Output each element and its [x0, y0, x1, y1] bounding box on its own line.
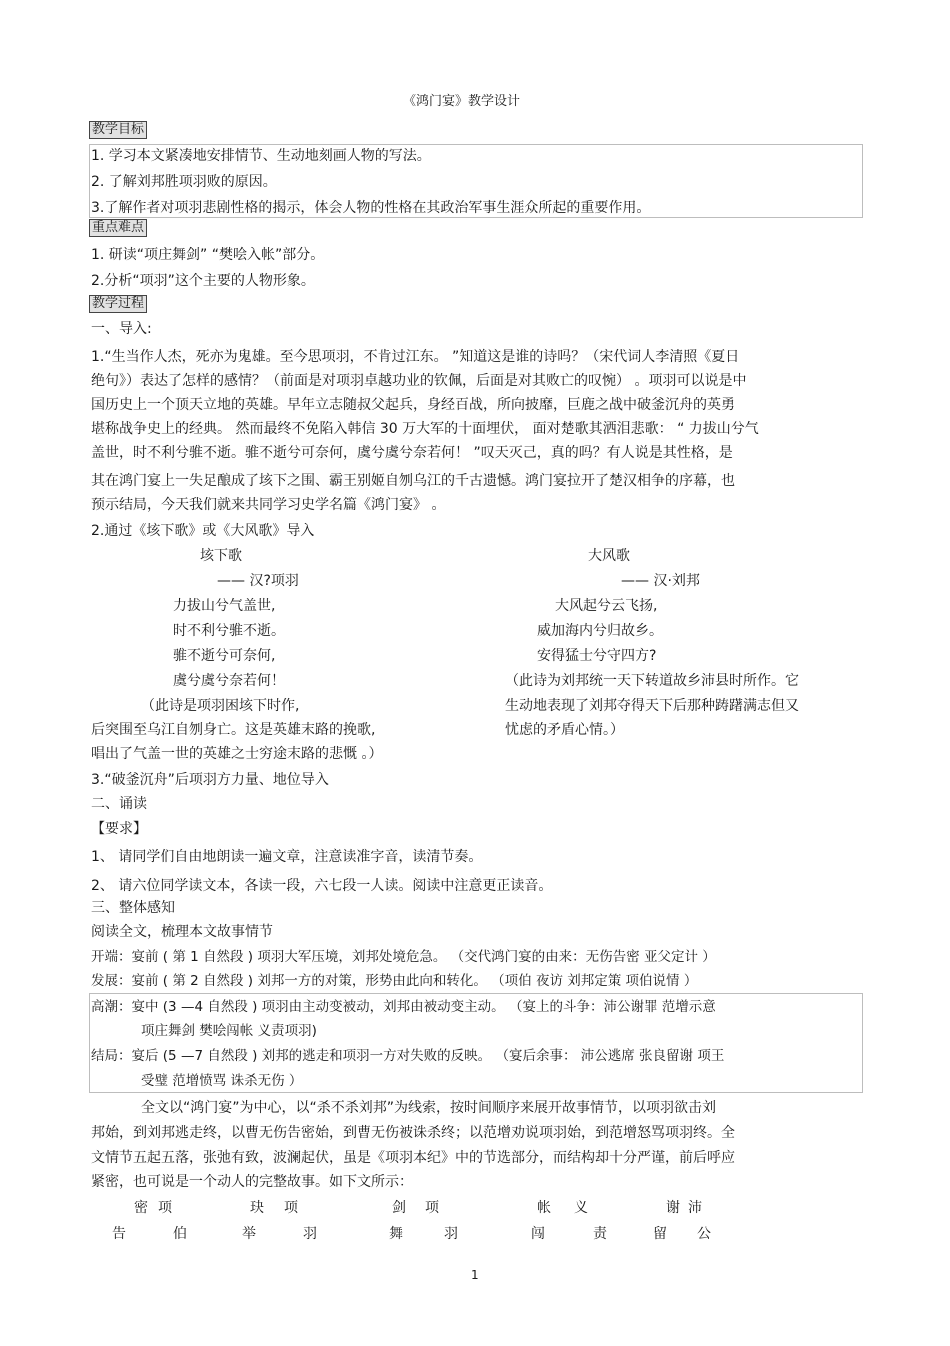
- intro-item: 2.通过《垓下歌》或《大风歌》导入: [91, 523, 315, 539]
- summary-line: 邦始，到刘邦逃走终，以曹无伤告密始，到曹无伤被诛杀终；以范增劝说项羽始，到范增怒骂项羽终。全: [91, 1125, 735, 1141]
- diagram-char: 项: [158, 1200, 172, 1216]
- diagram-char: 公: [697, 1226, 711, 1242]
- poem-left-note: 唱出了气盖一世的英雄之士穷途末路的悲慨 。）: [91, 746, 383, 762]
- intro-line: 堪称战争史上的经典。 然而最终不免陷入韩信 30 万大军的十面埋伏， 面对楚歌其洒泪悲歌： “ 力拔山兮气: [91, 421, 759, 437]
- intro-line: 国历史上一个顶天立地的英雄。早年立志随叔父起兵，身经百战，所向披靡，巨鹿之战中破釜沉舟的英勇: [91, 397, 735, 413]
- intro-line: 绝句》）表达了怎样的感情？（前面是对项羽卓越功业的钦佩，后面是对其败亡的叹惋） 。项羽可以说是中: [91, 373, 747, 389]
- poem-right-line: 威加海内兮归故乡。: [537, 623, 663, 639]
- poem-right-note: 忧虑的矛盾心情。）: [505, 722, 624, 738]
- poem-right-author: —— 汉·刘邦: [621, 573, 700, 589]
- diagram-char: 羽: [303, 1226, 317, 1242]
- intro-line: 预示结局，今天我们就来共同学习史学名篇《鸿门宴》 。: [91, 497, 446, 513]
- poem-left-line: 虞兮虞兮奈若何！: [173, 673, 285, 689]
- part-heading: 一、导入:: [91, 321, 152, 337]
- diagram-char: 羽: [444, 1226, 458, 1242]
- diagram-char: 谢: [666, 1200, 680, 1216]
- key-item: 1. 研读“项庄舞剑” “樊哙入帐”部分。: [91, 247, 325, 263]
- plot-line: 高潮：宴中 (3 —4 自然段 ) 项羽由主动变被动，刘邦由被动变主动。 （宴上的斗争：沛公谢罪 范增示意: [91, 999, 716, 1015]
- summary-line: 全文以“鸿门宴”为中心，以“杀不杀刘邦”为线索，按时间顺序来展开故事情节，以项羽欲击刘: [141, 1100, 717, 1116]
- plot-intro: 阅读全文，梳理本文故事情节: [91, 924, 273, 940]
- diagram-char: 伯: [173, 1226, 187, 1242]
- intro-line: 其在鸿门宴上一失足酿成了垓下之围、霸王别姬自刎乌江的千古遗憾。鸿门宴拉开了楚汉相争的序幕，也: [91, 473, 735, 489]
- diagram-char: 义: [574, 1200, 588, 1216]
- plot-line: 发展：宴前 ( 第 2 自然段 ) 刘邦一方的对策，形势由此向和转化。 （项伯 夜访 刘邦定策 项伯说情 ）: [91, 973, 698, 989]
- diagram-char: 责: [593, 1226, 607, 1242]
- requirement-label: 【要求】: [91, 821, 147, 837]
- poem-right-note: 生动地表现了刘邦夺得天下后那种踌躇满志但又: [505, 698, 799, 714]
- poem-right-note: （此诗为刘邦统一天下转道故乡沛县时所作。它: [505, 673, 799, 689]
- part-heading: 二、诵读: [91, 796, 147, 812]
- poem-left-line: 力拔山兮气盖世,: [173, 598, 276, 614]
- goal-item: 1. 学习本文紧凑地安排情节、生动地刻画人物的写法。: [91, 148, 431, 164]
- diagram-char: 沛: [688, 1200, 702, 1216]
- section-label-goals: 教学目标: [89, 121, 147, 139]
- poem-left-note: （此诗是项羽困垓下时作,: [141, 698, 300, 714]
- part-heading: 三、整体感知: [91, 900, 175, 916]
- goal-item: 3.了解作者对项羽悲剧性格的揭示，体会人物的性格在其政治军事生涯众所起的重要作用。: [91, 200, 651, 216]
- poem-right-title: 大风歌: [588, 548, 630, 564]
- page-title: 《鸿门宴》教学设计: [403, 94, 521, 109]
- intro-item: 3.“破釜沉舟”后项羽方力量、地位导入: [91, 772, 329, 788]
- poem-right-line: 大风起兮云飞扬,: [555, 598, 658, 614]
- diagram-char: 项: [425, 1200, 439, 1216]
- poem-left-line: 时不利兮骓不逝。: [173, 623, 285, 639]
- diagram-char: 项: [284, 1200, 298, 1216]
- plot-line: 结局：宴后 (5 —7 自然段 ) 刘邦的逃走和项羽一方对失败的反映。 （宴后余事： 沛公逃席 张良留谢 项王: [91, 1048, 725, 1064]
- poem-left-author: —— 汉?项羽: [217, 573, 299, 589]
- page-number: 1: [471, 1268, 479, 1282]
- diagram-char: 舞: [389, 1226, 403, 1242]
- intro-line: 1.“生当作人杰，死亦为鬼雄。至今思项羽，不肯过江东。 ”知道这是谁的诗吗？（宋代词人李清照《夏日: [91, 349, 740, 365]
- plot-line: 开端：宴前 ( 第 1 自然段 ) 项羽大军压境，刘邦处境危急。 （交代鸿门宴的由来：无伤告密 亚父定计 ）: [91, 949, 716, 965]
- requirement-item: 2、 请六位同学读文本，各读一段，六七段一人读。阅读中注意更正读音。: [91, 878, 553, 894]
- section-label-key: 重点难点: [89, 219, 147, 237]
- diagram-char: 告: [112, 1226, 126, 1242]
- goal-item: 2. 了解刘邦胜项羽败的原因。: [91, 174, 277, 190]
- diagram-char: 闯: [531, 1226, 545, 1242]
- plot-line: 项庄舞剑 樊哙闯帐 义责项羽): [141, 1023, 317, 1039]
- diagram-char: 剑: [392, 1200, 406, 1216]
- section-label-process: 教学过程: [89, 295, 147, 313]
- diagram-char: 帐: [537, 1200, 551, 1216]
- diagram-char: 留: [653, 1226, 667, 1242]
- diagram-char: 玦: [250, 1200, 264, 1216]
- poem-left-note: 后突围至乌江自刎身亡。这是英雄末路的挽歌,: [91, 722, 376, 738]
- plot-line: 受璧 范增愤骂 诛杀无伤 ）: [141, 1073, 303, 1089]
- intro-line: 盖世，时不利兮骓不逝。骓不逝兮可奈何，虞兮虞兮奈若何！ ”叹天灭己，真的吗？有人说是其性格，是: [91, 445, 733, 461]
- poem-left-title: 垓下歌: [200, 548, 242, 564]
- diagram-char: 举: [242, 1226, 256, 1242]
- requirement-item: 1、 请同学们自由地朗读一遍文章，注意读准字音，读清节奏。: [91, 849, 483, 865]
- diagram-char: 密: [134, 1200, 148, 1216]
- poem-right-line: 安得猛士兮守四方?: [537, 648, 657, 664]
- key-item: 2.分析“项羽”这个主要的人物形象。: [91, 273, 315, 289]
- summary-line: 文情节五起五落，张弛有致，波澜起伏，虽是《项羽本纪》中的节选部分，而结构却十分严谨，前后呼应: [91, 1150, 735, 1166]
- poem-left-line: 骓不逝兮可奈何,: [173, 648, 276, 664]
- summary-line: 紧密，也可说是一个动人的完整故事。如下文所示：: [91, 1174, 413, 1190]
